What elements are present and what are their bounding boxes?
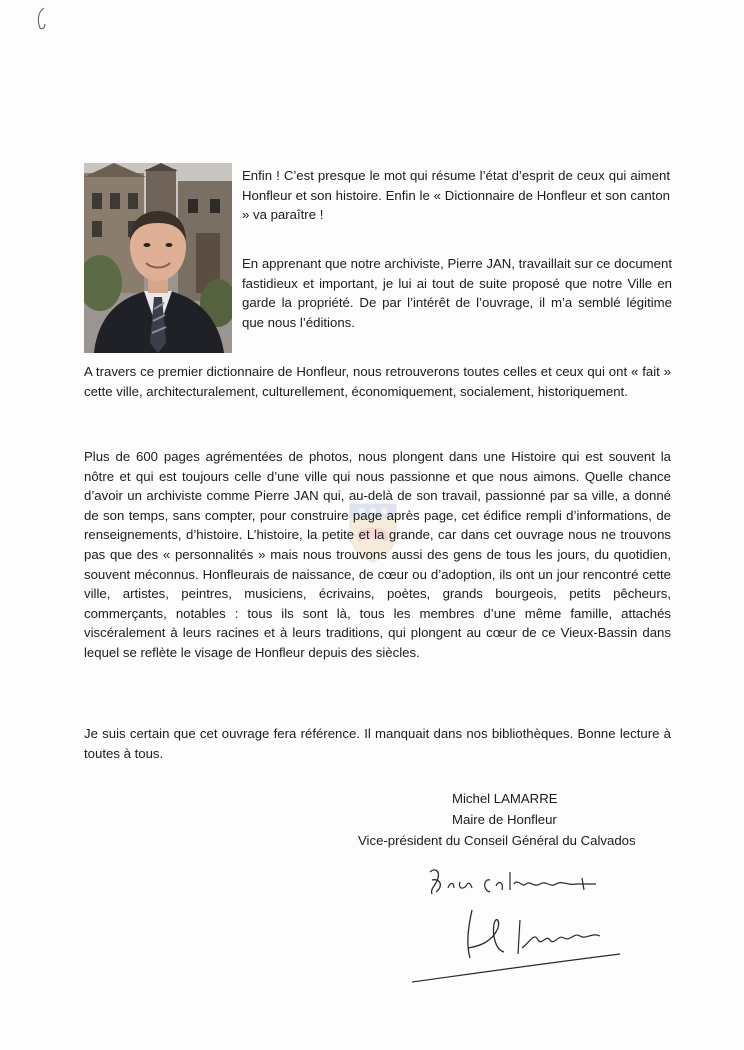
scan-mark-icon	[34, 6, 48, 32]
portrait-photo	[84, 163, 232, 353]
signatory-title-secondary: Vice-président du Conseil Général du Calvados	[358, 833, 636, 848]
paragraph-content: Plus de 600 pages agrémentées de photos, nous plongent dans une Histoire qui est souvent la nôtre et qui est toujours celle d’une ville qui nous passionne et que nous aimons. Quelle chance d’avoir un archiviste comme Pierre JAN qui, au-delà de son travail, passionné par sa ville, a donné de son temps, sans compter, pour construire page après page, cet édifice rempli d’informations, de renseignements, d’histoire. L’histoire, la petite et la grande, car dans cet ouvrage nous ne trouvons pas que des « personnalités » mais nous trouvons aussi des gens de tous les jours, du quotidien, souvent méconnus. Honfleurais de naissance, de cœur ou d’adoption, ils ont un jour rencontré cette ville, artistes, peintres, musiciens, écrivains, poètes, grands bourgeois, petits pêcheurs, commerçants, notables : tous ils sont là, tous les membres d’une même famille, attachés viscéralement à leurs racines et à leurs traditions, qui plongent au cœur de ce Vieux-Bassin dans lequel se reflète le visage de Honfleur depuis des siècles.	[84, 449, 671, 660]
paragraph-dictionary: A travers ce premier dictionnaire de Honfleur, nous retrouverons toutes celles et ceux qui ont « fait » cette ville, architecturalement, culturellement, économiquement, socialement, historiquement.	[84, 364, 671, 399]
paragraph-archivist: En apprenant que notre archiviste, Pierre JAN, travaillait sur ce document fastidieux et important, je lui ai tout de suite proposé que notre Ville en garde la propriété. De par l’intérêt de l’ouvrage, il m’a semblé légitime que nous l’éditions.	[242, 256, 672, 330]
portrait-image	[84, 163, 232, 353]
signatory-title: Maire de Honfleur	[452, 812, 557, 827]
signature-block	[358, 788, 678, 851]
signatory-name: Michel LAMARRE	[452, 791, 558, 806]
paragraph-intro: Enfin ! C’est presque le mot qui résume l’état d’esprit de ceux qui aiment Honfleur et son histoire. Enfin le « Dictionnaire de Honfleur et son canton » va paraître !	[242, 168, 670, 223]
paragraph-closing: Je suis certain que cet ouvrage fera référence. Il manquait dans nos bibliothèques. Bonne lecture à toutes à tous.	[84, 726, 671, 761]
handwritten-signature	[410, 858, 650, 988]
